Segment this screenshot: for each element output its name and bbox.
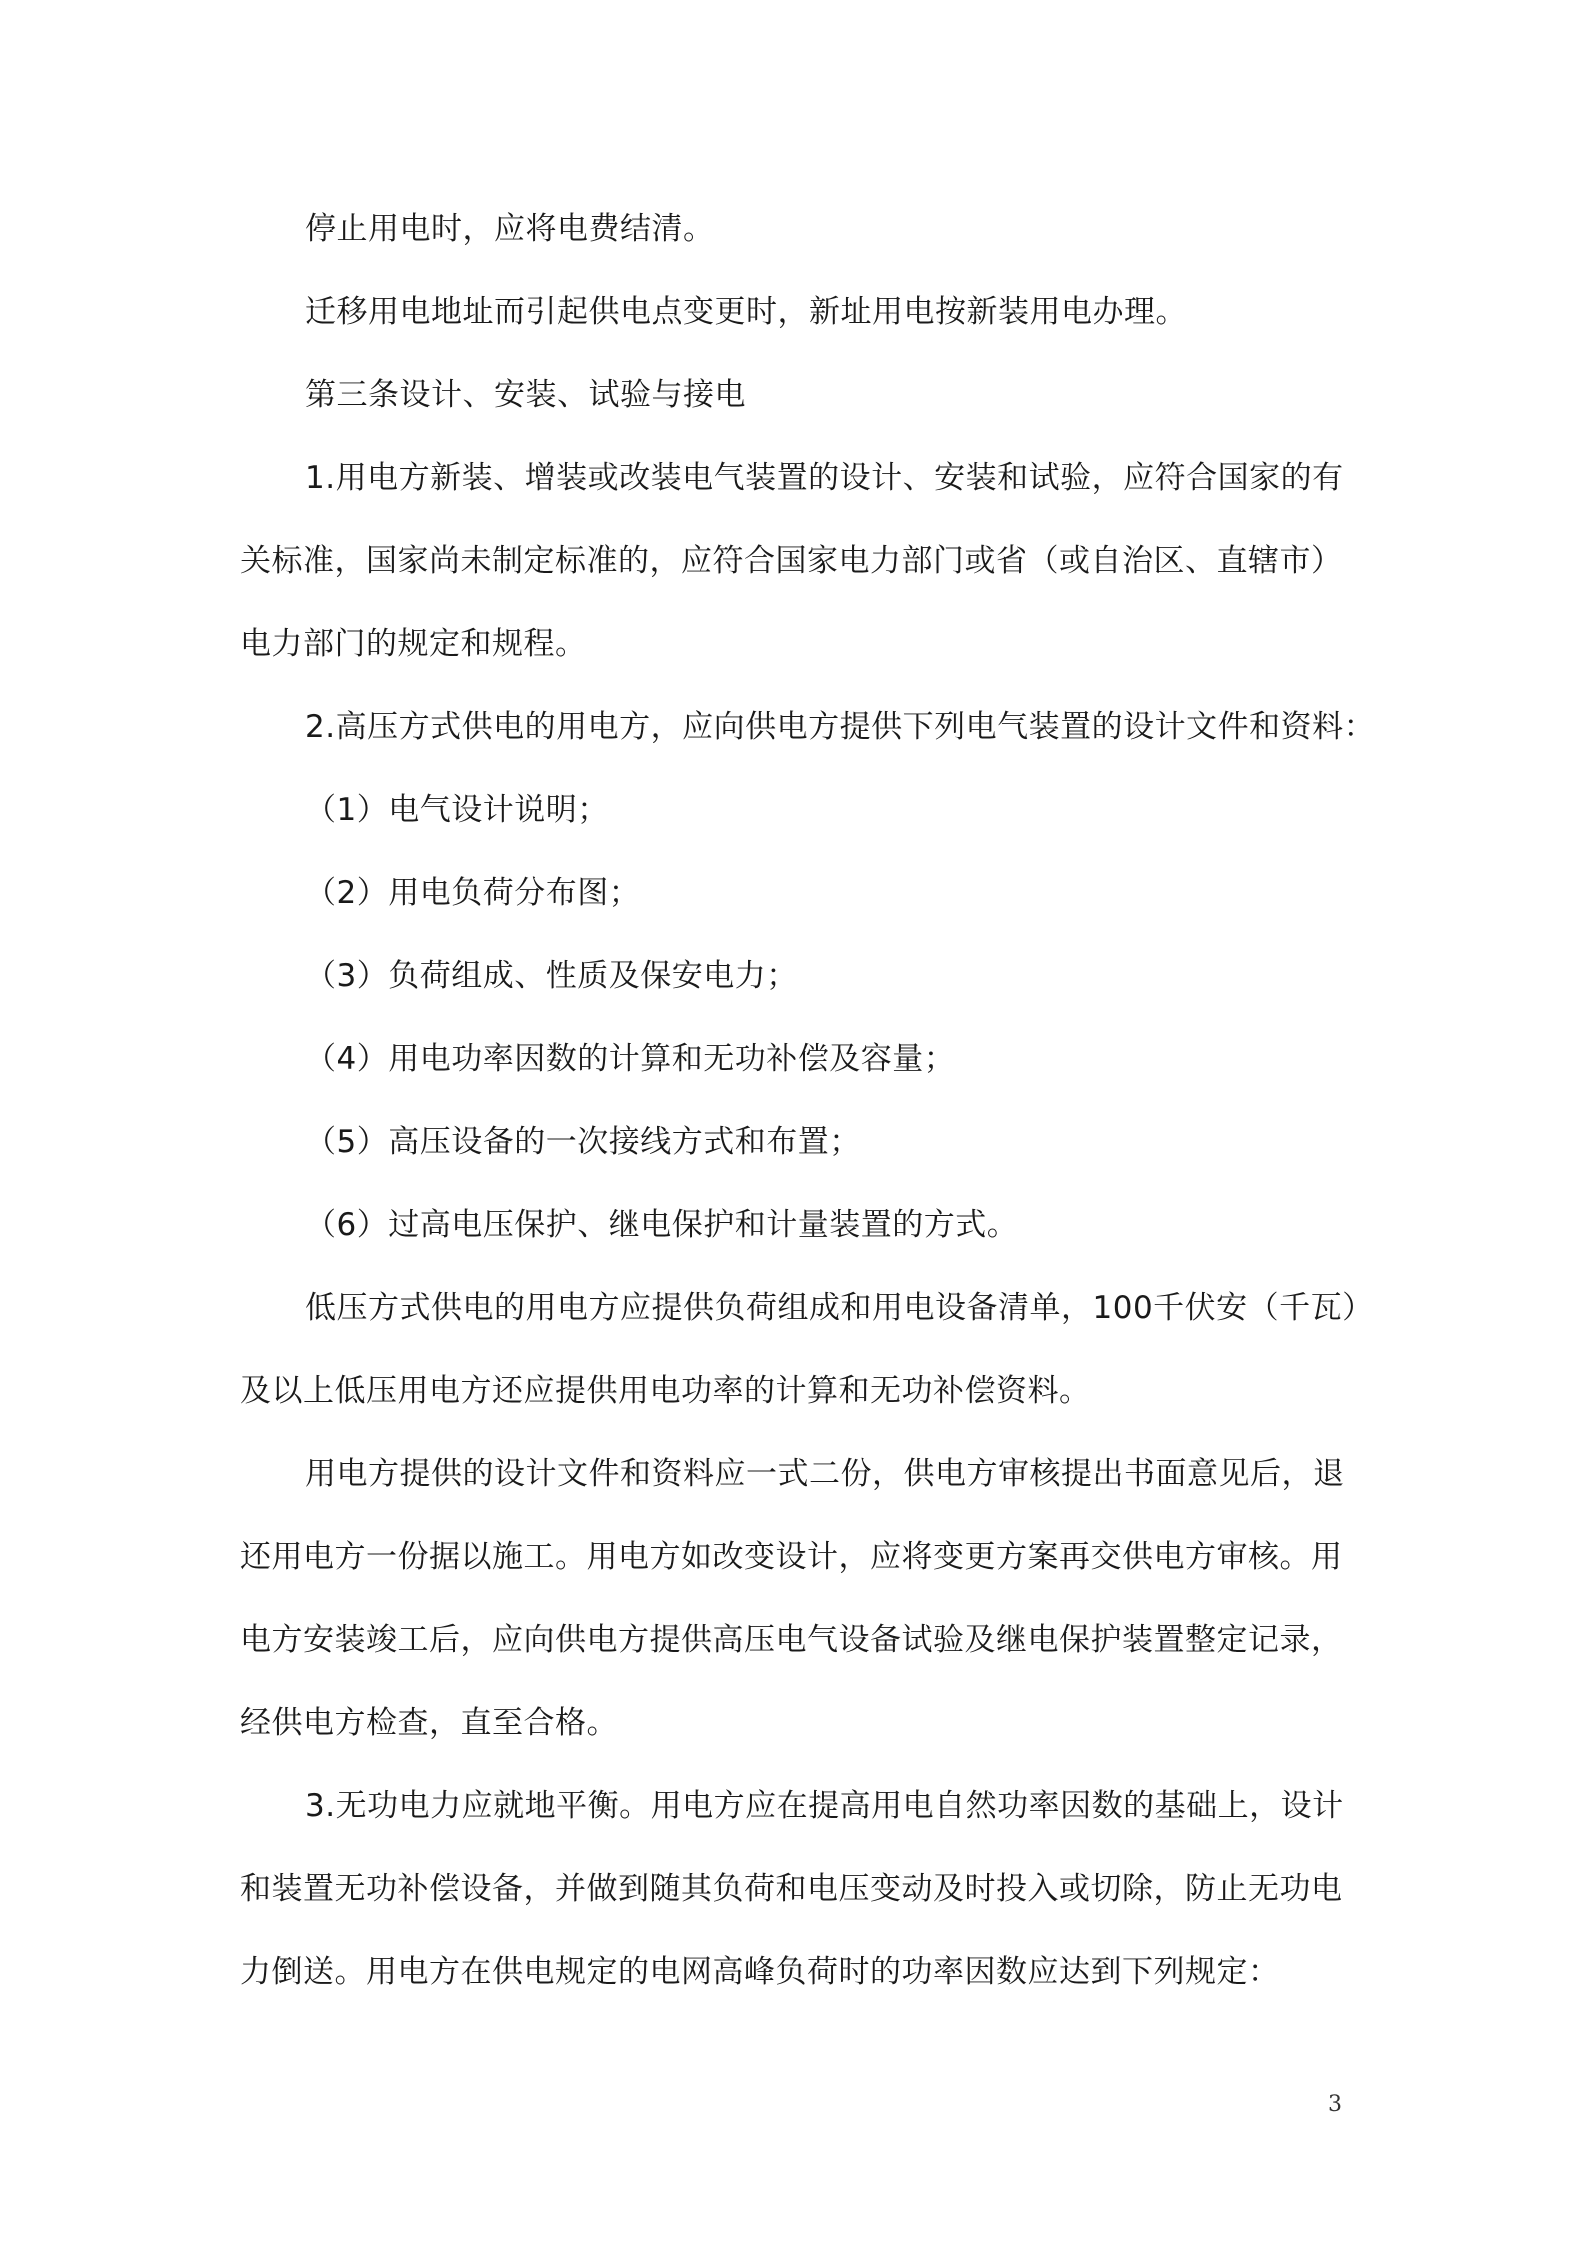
paragraph-line: 经供电方检查，直至合格。 xyxy=(240,1705,618,1741)
paragraph-line: 和装置无功补偿设备，并做到随其负荷和电压变动及时投入或切除，防止无功电 xyxy=(240,1871,1343,1907)
paragraph-line: 迁移用电地址而引起供电点变更时，新址用电按新装用电办理。 xyxy=(305,294,1187,330)
paragraph-line: 电方安装竣工后，应向供电方提供高压电气设备试验及继电保护装置整定记录， xyxy=(240,1622,1343,1658)
paragraph-line: 2.高压方式供电的用电方，应向供电方提供下列电气装置的设计文件和资料： xyxy=(305,709,1376,745)
paragraph-line: 力倒送。用电方在供电规定的电网高峰负荷时的功率因数应达到下列规定： xyxy=(240,1954,1280,1990)
paragraph-line: 关标准，国家尚未制定标准的，应符合国家电力部门或省（或自治区、直辖市） xyxy=(240,543,1343,579)
list-item: （6）过高电压保护、继电保护和计量装置的方式。 xyxy=(305,1207,1019,1243)
list-item: （2）用电负荷分布图； xyxy=(305,875,641,911)
paragraph-line: 停止用电时，应将电费结清。 xyxy=(305,211,715,247)
paragraph-line: 电力部门的规定和规程。 xyxy=(240,626,587,662)
section-heading: 第三条设计、安装、试验与接电 xyxy=(305,377,746,413)
paragraph-line: 3.无功电力应就地平衡。用电方应在提高用电自然功率因数的基础上，设计 xyxy=(305,1788,1344,1824)
list-item: （5）高压设备的一次接线方式和布置； xyxy=(305,1124,861,1160)
paragraph-line: 低压方式供电的用电方应提供负荷组成和用电设备清单，100千伏安（千瓦） xyxy=(305,1290,1374,1326)
list-item: （4）用电功率因数的计算和无功补偿及容量； xyxy=(305,1041,956,1077)
paragraph-line: 1.用电方新装、增装或改装电气装置的设计、安装和试验，应符合国家的有 xyxy=(305,460,1344,496)
paragraph-line: 还用电方一份据以施工。用电方如改变设计，应将变更方案再交供电方审核。用 xyxy=(240,1539,1343,1575)
list-item: （1）电气设计说明； xyxy=(305,792,609,828)
list-item: （3）负荷组成、性质及保安电力； xyxy=(305,958,798,994)
page-number: 3 xyxy=(1328,2092,1342,2117)
paragraph-line: 及以上低压用电方还应提供用电功率的计算和无功补偿资料。 xyxy=(240,1373,1091,1409)
paragraph-line: 用电方提供的设计文件和资料应一式二份，供电方审核提出书面意见后，退 xyxy=(305,1456,1345,1492)
